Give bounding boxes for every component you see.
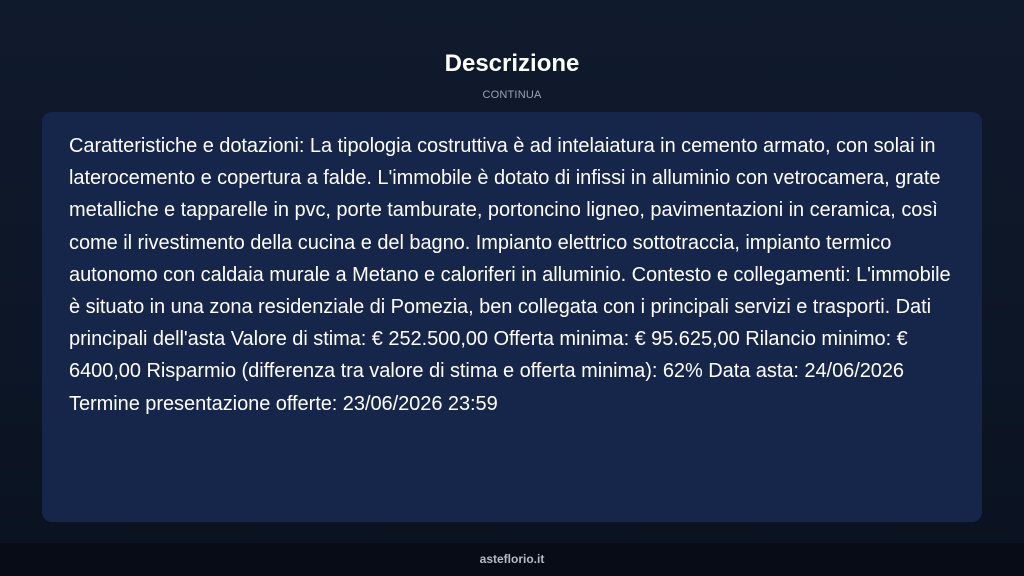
footer-bar bbox=[0, 543, 1024, 576]
description-card bbox=[42, 112, 982, 522]
page-header bbox=[0, 50, 1024, 102]
description-text: Caratteristiche e dotazioni: La tipologia costruttiva è ad intelaiatura in cemento armato, con solai in laterocemento e copertura a falde. L'immobile è dotato di infissi in alluminio con vetrocamera, grate metalliche e tapparelle in pvc, porte tamburate, portoncino ligneo, pavimentazioni in ceramica, così come il rivestimento della cucina e del bagno. Impianto elettrico sottotraccia, impianto termico autonomo con caldaia murale a Metano e caloriferi in alluminio. Contesto e collegamenti: L'immobile è situato in una zona residenziale di Pomezia, ben collegata con i principali servizi e trasporti. Dati principali dell'asta Valore di stima: € 252.500,00 Offerta minima: € 95.625,00 Rilancio minimo: € 6400,00 Risparmio (differenza tra valore di stima e offerta minima): 62% Data asta: 24/06/2026 Termine presentazione offerte: 23/06/2026 23:59 bbox=[69, 135, 951, 415]
footer-brand: asteflorio.it bbox=[479, 552, 545, 566]
page-title: Descrizione bbox=[444, 50, 580, 77]
page-subtitle: CONTINUA bbox=[482, 89, 542, 101]
